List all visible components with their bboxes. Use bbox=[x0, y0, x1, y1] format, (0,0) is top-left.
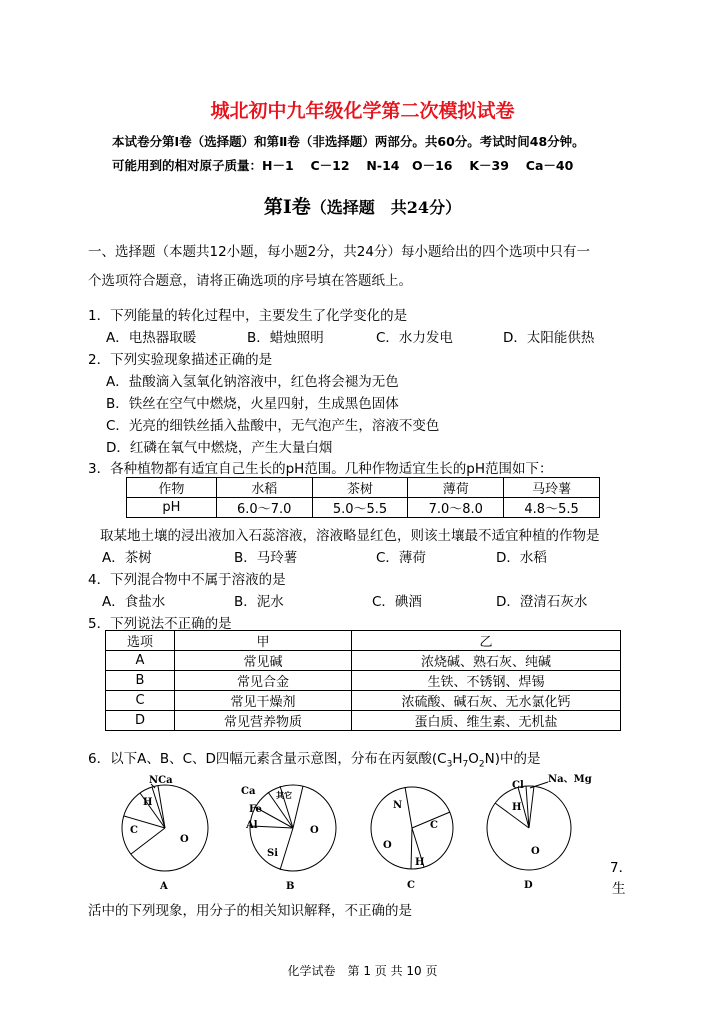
q4-option-b: B．泥水 bbox=[234, 594, 284, 610]
pie-a-letter: A bbox=[160, 881, 168, 892]
pie-d-label-cl: Cl bbox=[512, 780, 524, 791]
table-row bbox=[106, 691, 621, 711]
pie-b-label-fe: Fe bbox=[249, 804, 262, 815]
pie-c-label-o: O bbox=[383, 840, 392, 851]
pie-a-label-nca: NCa bbox=[149, 775, 173, 786]
q1-option-b: B．蜡烛照明 bbox=[247, 330, 324, 346]
pie-d-label-na-mg: Na、Mg bbox=[548, 774, 592, 785]
table-cell: A bbox=[106, 651, 175, 671]
pie-b-label-al: Al bbox=[246, 820, 258, 831]
table-row bbox=[127, 498, 600, 518]
table-cell: 常见干燥剂 bbox=[175, 691, 352, 711]
table-cell: 茶树 bbox=[312, 478, 408, 498]
q3-option-b: B．马玲薯 bbox=[234, 550, 298, 566]
pie-a-label-c: C bbox=[130, 825, 138, 836]
table-cell: 常见营养物质 bbox=[175, 711, 352, 731]
table-cell: 乙 bbox=[352, 631, 621, 651]
pie-b-label-si: Si bbox=[267, 848, 279, 859]
q1-stem: 1．下列能量的转化过程中，主要发生了化学变化的是 bbox=[88, 308, 408, 324]
table-cell: 浓硫酸、碱石灰、无水氯化钙 bbox=[352, 691, 621, 711]
pie-d-label-o: O bbox=[531, 846, 540, 857]
q1-option-d: D．太阳能供热 bbox=[503, 330, 595, 346]
pie-c-label-c: C bbox=[430, 820, 438, 831]
instructions-line2: 个选项符合题意，请将正确选项的序号填在答题纸上。 bbox=[88, 273, 412, 289]
pie-a-label-o: O bbox=[180, 834, 189, 845]
q6-pie-diagrams bbox=[110, 770, 592, 898]
pie-a-label-h: H bbox=[143, 797, 153, 808]
table-cell: D bbox=[106, 711, 175, 731]
exam-intro-line2: 可能用到的相对原子质量：H－1 C－12 N-14 O－16 K－39 Ca－40 bbox=[112, 158, 574, 173]
pie-b-letter: B bbox=[286, 881, 295, 892]
table-cell: C bbox=[106, 691, 175, 711]
table-cell: 蛋白质、维生素、无机盐 bbox=[352, 711, 621, 731]
section-sub: （选择题 共24分） bbox=[310, 198, 462, 217]
q2-option-a: A．盐酸滴入氢氧化钠溶液中，红色将会褪为无色 bbox=[106, 374, 399, 390]
table-cell: 马玲薯 bbox=[504, 478, 600, 498]
q2-option-c: C．光亮的细铁丝插入盐酸中，无气泡产生，溶液不变色 bbox=[106, 418, 440, 434]
pie-c-label-n: N bbox=[393, 800, 403, 811]
page-footer: 化学试卷 第 1 页 共 10 页 bbox=[287, 964, 438, 978]
section-heading bbox=[0, 192, 725, 219]
q7-number: 7． bbox=[610, 860, 633, 876]
table-row bbox=[106, 651, 621, 671]
q4-option-a: A．食盐水 bbox=[102, 594, 166, 610]
page-title: 城北初中九年级化学第二次模拟试卷 bbox=[210, 100, 515, 122]
table-cell: 4.8～5.5 bbox=[504, 498, 600, 518]
q7-stem-fragment: 生 bbox=[612, 881, 626, 897]
q5-stem: 5．下列说法不正确的是 bbox=[88, 616, 232, 632]
table-cell: 甲 bbox=[175, 631, 352, 651]
pie-b-label-ca: Ca bbox=[241, 786, 256, 797]
q3-option-a: A．茶树 bbox=[102, 550, 152, 566]
table-cell: 浓烧碱、熟石灰、纯碱 bbox=[352, 651, 621, 671]
section-main: 第Ⅰ卷 bbox=[263, 196, 311, 218]
table-cell: 7.0～8.0 bbox=[408, 498, 504, 518]
exam-intro-line1: 本试卷分第Ⅰ卷（选择题）和第Ⅱ卷（非选择题）两部分。共60分。考试时间48分钟。 bbox=[112, 134, 585, 149]
table-cell: 常见合金 bbox=[175, 671, 352, 691]
pie-b-label-o: O bbox=[310, 825, 319, 836]
q3-option-c: C．薄荷 bbox=[376, 550, 426, 566]
table-cell: 常见碱 bbox=[175, 651, 352, 671]
table-row bbox=[106, 711, 621, 731]
pie-d-label-h: H bbox=[512, 802, 522, 813]
q3-stem: 3．各种植物都有适宜自己生长的pH范围。几种作物适宜生长的pH范围如下： bbox=[88, 461, 553, 477]
q1-option-a: A．电热器取暖 bbox=[106, 330, 197, 346]
table-cell: pH bbox=[127, 498, 217, 518]
q3-ph-table bbox=[126, 477, 600, 518]
q3-option-d: D．水稻 bbox=[496, 550, 547, 566]
q2-option-d: D．红磷在氧气中燃烧，产生大量白烟 bbox=[106, 440, 333, 456]
table-cell: B bbox=[106, 671, 175, 691]
table-cell: 作物 bbox=[127, 478, 217, 498]
table-cell: 薄荷 bbox=[408, 478, 504, 498]
q5-table bbox=[105, 630, 621, 731]
table-cell: 选项 bbox=[106, 631, 175, 651]
q6-stem: 6．以下A、B、C、D四幅元素含量示意图，分布在丙氨酸$(C_3H_7O_2N)$中的是 bbox=[88, 751, 541, 770]
table-row bbox=[127, 478, 600, 498]
table-cell: 5.0～5.5 bbox=[312, 498, 408, 518]
q2-option-b: B．铁丝在空气中燃烧，火星四射，生成黑色固体 bbox=[106, 396, 399, 412]
q3-follow-text: 取某地土壤的浸出液加入石蕊溶液，溶液略显红色，则该土壤最不适宜种植的作物是 bbox=[100, 528, 600, 544]
pie-c-label-h: H bbox=[415, 857, 425, 868]
table-cell: 水稻 bbox=[216, 478, 312, 498]
instructions-line1: 一、选择题（本题共12小题，每小题2分，共24分）每小题给出的四个选项中只有一 bbox=[88, 244, 590, 260]
table-row bbox=[106, 671, 621, 691]
q4-stem: 4．下列混合物中不属于溶液的是 bbox=[88, 572, 286, 588]
pie-d-letter: D bbox=[524, 880, 533, 891]
table-row bbox=[106, 631, 621, 651]
q4-option-c: C．碘酒 bbox=[372, 594, 422, 610]
q4-option-d: D．澄清石灰水 bbox=[496, 594, 588, 610]
table-cell: 生铁、不锈钢、焊锡 bbox=[352, 671, 621, 691]
pie-c-letter: C bbox=[407, 880, 415, 891]
pie-b-label-other: 其它 bbox=[276, 790, 292, 800]
q7-stem: 活中的下列现象，用分子的相关知识解释，不正确的是 bbox=[88, 903, 412, 919]
q2-stem: 2．下列实验现象描述正确的是 bbox=[88, 352, 273, 368]
q1-option-c: C．水力发电 bbox=[376, 330, 453, 346]
table-cell: 6.0～7.0 bbox=[216, 498, 312, 518]
